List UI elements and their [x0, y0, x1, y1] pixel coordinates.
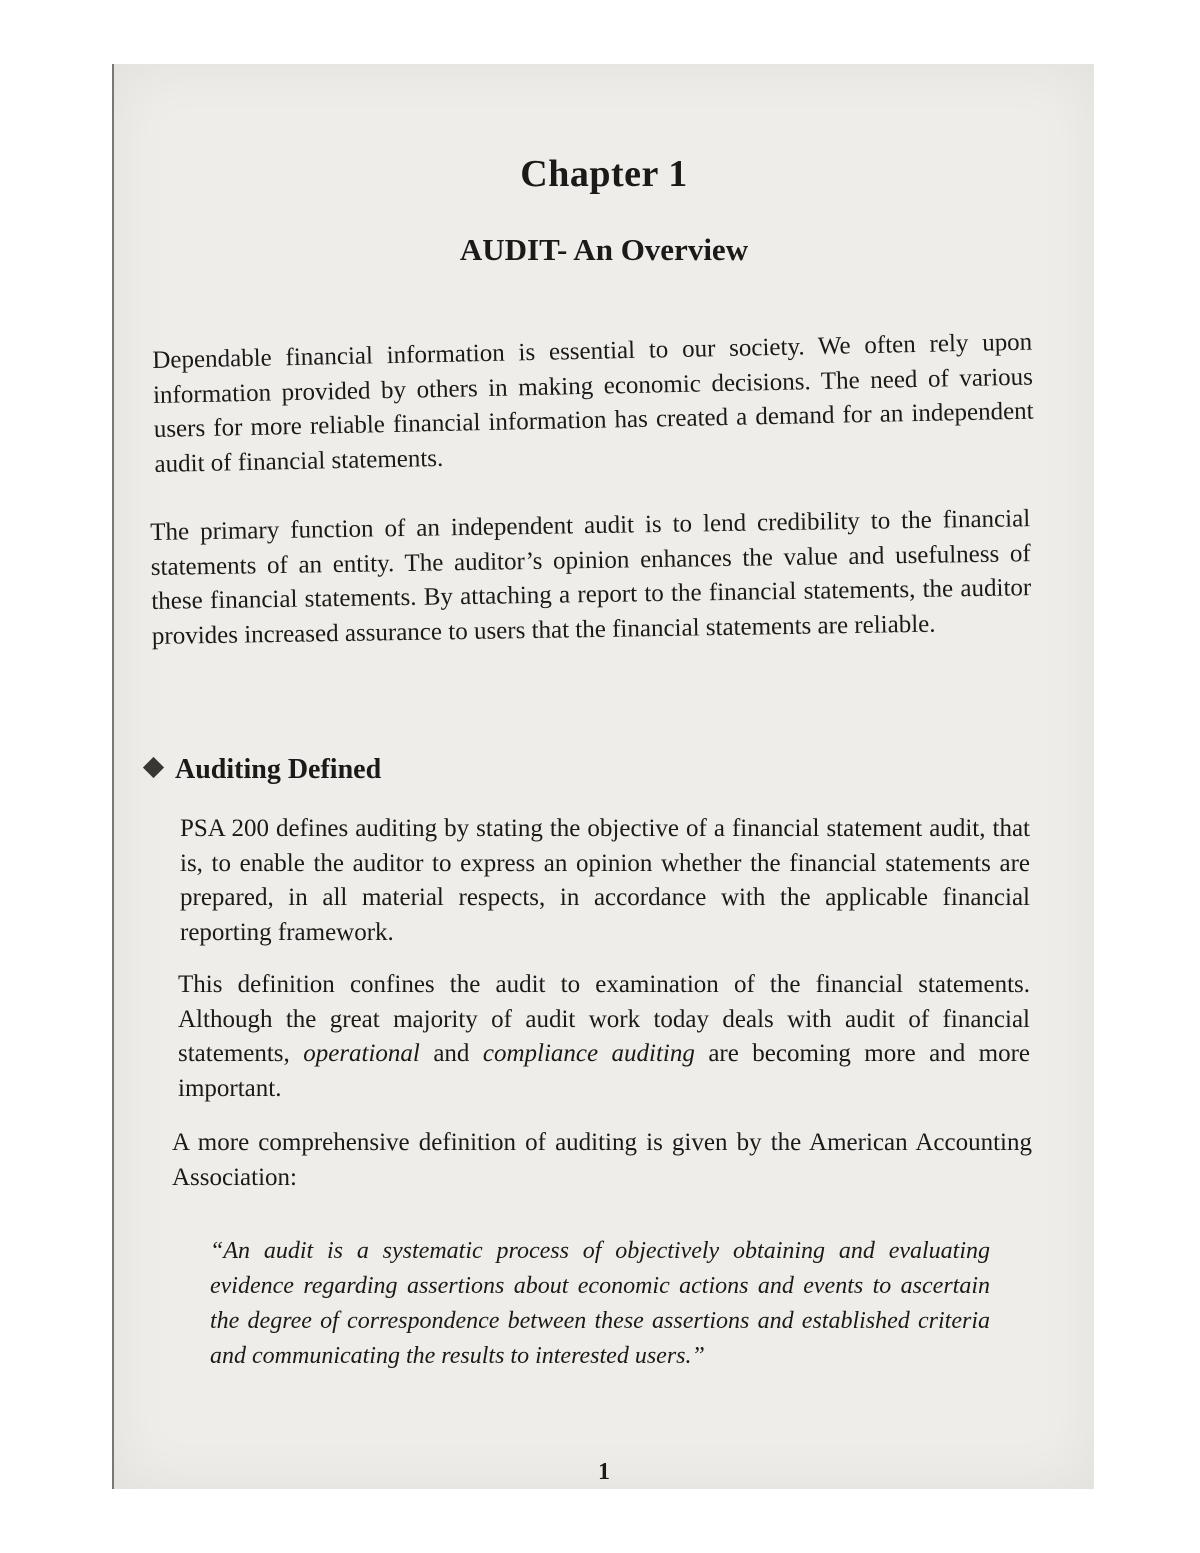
page-number: 1 [598, 1459, 610, 1485]
section-heading [146, 754, 381, 786]
section-paragraph-2 [178, 968, 1030, 1106]
section-paragraph-2-and: and [433, 1040, 470, 1067]
aaa-definition-quote: “An audit is a systematic process of objectively obtaining and evaluating evidence regarding assertions about economic actions and events to ascertain the degree of correspondence between these assertions and established criteria and communicating the results to interested users.” [210, 1238, 990, 1369]
section-paragraph-2-start: This definition confines the audit to examination of the financial statements. Although the great majority of audit work today deals with audit of financial statements, [178, 971, 1030, 1067]
section-paragraph-3: A more comprehensive definition of auditing is given by the American Accounting Association: [172, 1129, 1032, 1191]
book-page [112, 64, 1094, 1489]
term-compliance-auditing: compliance auditing [482, 1040, 695, 1067]
section-paragraph-1: PSA 200 defines auditing by stating the objective of a financial statement audit, that is, to enable the auditor to express an opinion whether the financial statements are prepared, in all material respects, in accordance with the applicable financial reporting framework. [180, 815, 1030, 946]
intro-paragraph-1: Dependable financial information is essential to our society. We often rely upon information provided by others in making economic decisions. The need of various users for more reliable financial information has created a demand for an independent audit of financial statements. [152, 328, 1034, 478]
term-operational: operational [303, 1040, 420, 1067]
diamond-bullet-icon [143, 757, 164, 778]
chapter-label: Chapter 1 [520, 153, 688, 195]
section-heading-text: Auditing Defined [175, 754, 382, 785]
section-paragraph-2-end: are becoming more and more important. [178, 1040, 1031, 1102]
intro-paragraph-2: The primary function of an independent audit is to lend credibility to the financial statements of an entity. The auditor’s opinion enhances the value and usefulness of these financial statements. By attaching a report to the financial statements, the auditor provides increased assurance to users that the financial statements are reliable. [150, 505, 1032, 650]
chapter-title: AUDIT- An Overview [459, 232, 749, 267]
